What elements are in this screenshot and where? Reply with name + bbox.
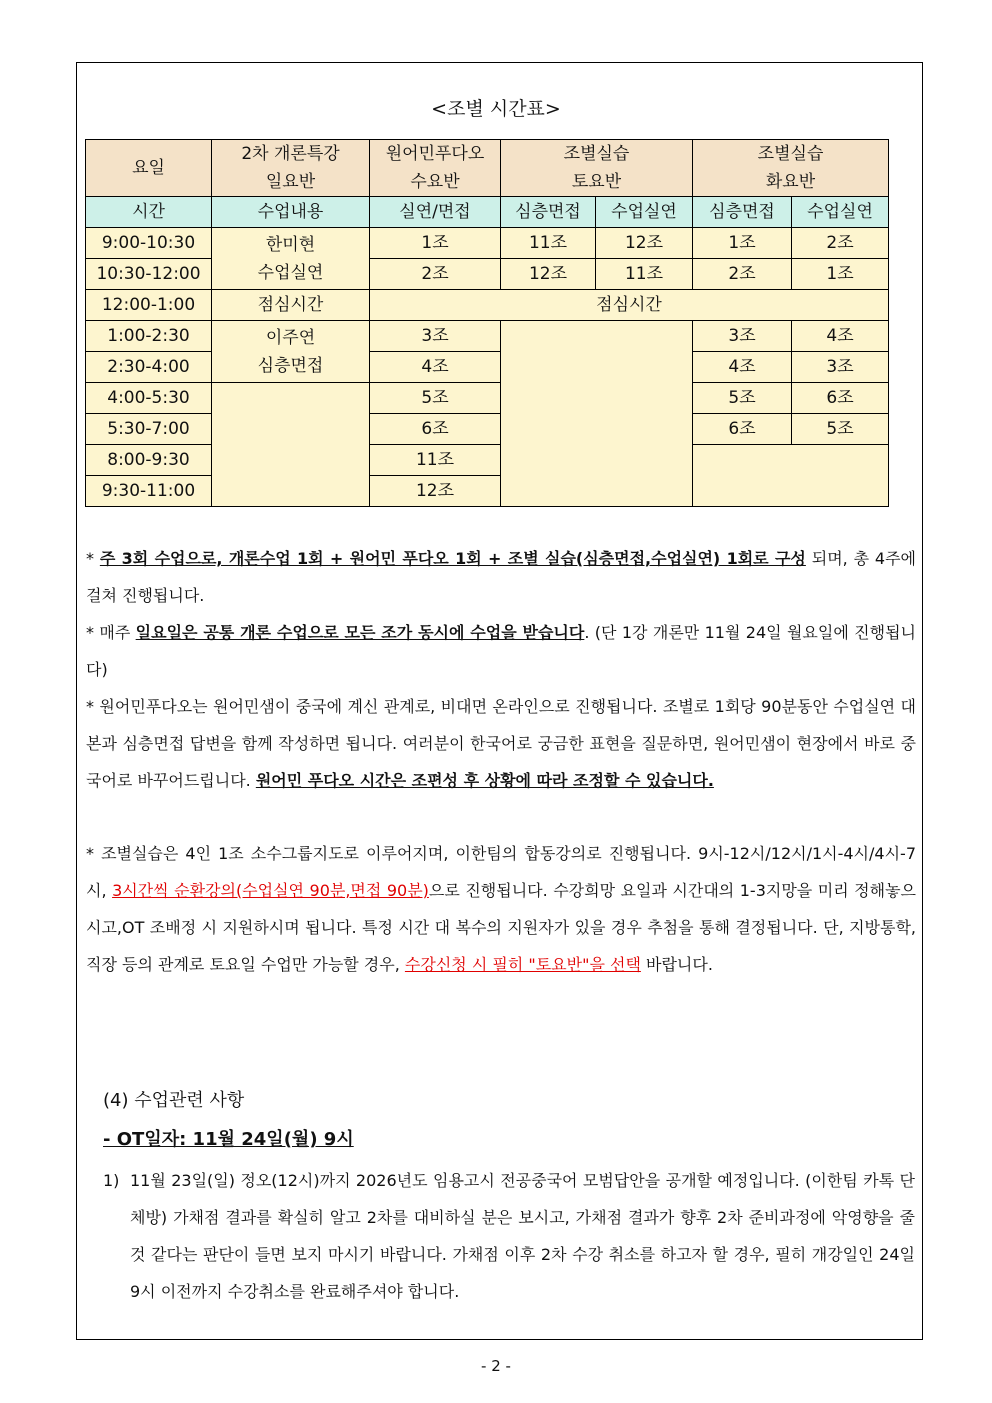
subheader-time: 시간 (86, 197, 212, 228)
lunch-cell: 점심시간 (370, 290, 889, 321)
sunday-lunch: 점심시간 (212, 290, 370, 321)
sunday-empty (212, 383, 370, 507)
table-title: <조별 시간표> (431, 98, 561, 120)
tue-b-cell: 4조 (792, 321, 889, 352)
tue-b-cell: 2조 (792, 228, 889, 259)
subheader-content: 수업내용 (212, 197, 370, 228)
item-1-red: 11월 23일(일) 정오(12시)까지 2026년도 임용고시 전공중국어 모범답안을 공개 (130, 1171, 697, 1190)
item-1-red-2: 24일 9시 이전까지 수강취소를 완료 (130, 1245, 915, 1301)
tue-b-cell: 3조 (792, 352, 889, 383)
wed-cell: 1조 (370, 228, 501, 259)
time-cell: 4:00-5:30 (86, 383, 212, 414)
ot-date: - OT일자: 11월 24일(월) 9시 (103, 1129, 354, 1150)
header-tuesday: 조별실습 화요반 (693, 140, 889, 197)
sat-a-cell: 12조 (501, 259, 596, 290)
wed-cell: 11조 (370, 445, 501, 476)
item-1: 1) 11월 23일(일) 정오(12시)까지 2026년도 임용고시 전공중국어 모범답안을 공개할 예정입니다. (이한팀 카톡 단체방) 가채점 결과를 확실히 알고 2차를 대비하실 분은 보시고, 가채점 결과가 향후 2차 준비과정에 악영향을 줄 것 같다는 판단이 들면 보지 마시기 바랍니다. 가채점 이후 2차 수강 취소를 하고자 할 경우, 필히 개강일인 24일 9시 이전까지 수강취소를 완료해주셔야 합니다. (103, 1162, 915, 1310)
page-number: - 2 - (481, 1357, 511, 1375)
tue-empty (693, 445, 889, 507)
note-3: * 원어민푸다오는 원어민샘이 중국에 계신 관계로, 비대면 온라인으로 진행됩니다. 조별로 1회당 90분동안 수업실연 대본과 심층면접 답변을 함께 작성하면 됩니다. 여러분이 한국어로 궁금한 표현을 질문하면, 원어민샘이 현장에서 바로 중국어로 바꾸어드립니다. 원어민 푸다오 시간은 조편성 후 상황에 따라 조정할 수 있습니다. (86, 697, 916, 790)
wed-cell: 2조 (370, 259, 501, 290)
note-2: * 매주 일요일은 공통 개론 수업으로 모든 조가 동시에 수업을 받습니다. (단 1강 개론만 11월 24일 월요일에 진행됩니다) (86, 623, 916, 679)
header-saturday: 조별실습 토요반 (501, 140, 693, 197)
header-sunday: 2차 개론특강 일요반 (212, 140, 370, 197)
sunday-class-a: 한미현 수업실연 (212, 228, 370, 290)
tue-b-cell: 5조 (792, 414, 889, 445)
sunday-class-b: 이주연 심층면접 (212, 321, 370, 383)
sat-a-cell: 11조 (501, 228, 596, 259)
tue-a-cell: 1조 (693, 228, 792, 259)
section-heading: (4) 수업관련 사항 (103, 1090, 245, 1111)
tue-a-cell: 3조 (693, 321, 792, 352)
time-cell: 12:00-1:00 (86, 290, 212, 321)
subheader-tue-b: 수업실연 (792, 197, 889, 228)
sat-b-cell: 11조 (596, 259, 693, 290)
note-4: * 조별실습은 4인 1조 소수그룹지도로 이루어지며, 이한팀의 합동강의로 진행됩니다. 9시-12시/12시/1시-4시/4시-7시, 3시간씩 순환강의(수업실연 90분,면접 90분)으로 진행됩니다. 수강희망 요일과 시간대의 1-3지망을 미리 정해놓으시고,OT 조배정 시 지원하시며 됩니다. 특정 시간 대 복수의 지원자가 있을 경우 추첨을 통해 결정됩니다. 단, 지방통학,직장 등의 관계로 토요일 수업만 가능할 경우, 수강신청 시 필히 "토요반"을 선택 바랍니다. (86, 844, 916, 974)
time-cell: 5:30-7:00 (86, 414, 212, 445)
tue-a-cell: 6조 (693, 414, 792, 445)
time-cell: 8:00-9:30 (86, 445, 212, 476)
tue-a-cell: 2조 (693, 259, 792, 290)
subheader-interview: 실연/면접 (370, 197, 501, 228)
time-cell: 9:00-10:30 (86, 228, 212, 259)
wed-cell: 4조 (370, 352, 501, 383)
time-cell: 1:00-2:30 (86, 321, 212, 352)
tue-a-cell: 5조 (693, 383, 792, 414)
subheader-tue-a: 심층면접 (693, 197, 792, 228)
wed-cell: 5조 (370, 383, 501, 414)
note-1: * 주 3회 수업으로, 개론수업 1회 + 원어민 푸다오 1회 + 조별 실습(심층면접,수업실연) 1회로 구성 되며, 총 4주에 걸쳐 진행됩니다. (86, 549, 917, 605)
sat-empty (501, 321, 693, 507)
tue-b-cell: 1조 (792, 259, 889, 290)
time-cell: 9:30-11:00 (86, 476, 212, 507)
header-wednesday: 원어민푸다오 수요반 (370, 140, 501, 197)
tue-a-cell: 4조 (693, 352, 792, 383)
wed-cell: 3조 (370, 321, 501, 352)
time-cell: 10:30-12:00 (86, 259, 212, 290)
wed-cell: 6조 (370, 414, 501, 445)
time-cell: 2:30-4:00 (86, 352, 212, 383)
header-day: 요일 (86, 140, 212, 197)
tue-b-cell: 6조 (792, 383, 889, 414)
subheader-sat-b: 수업실연 (596, 197, 693, 228)
schedule-table (85, 139, 889, 507)
sat-b-cell: 12조 (596, 228, 693, 259)
wed-cell: 12조 (370, 476, 501, 507)
item-1-number: 1) (103, 1171, 120, 1190)
subheader-sat-a: 심층면접 (501, 197, 596, 228)
